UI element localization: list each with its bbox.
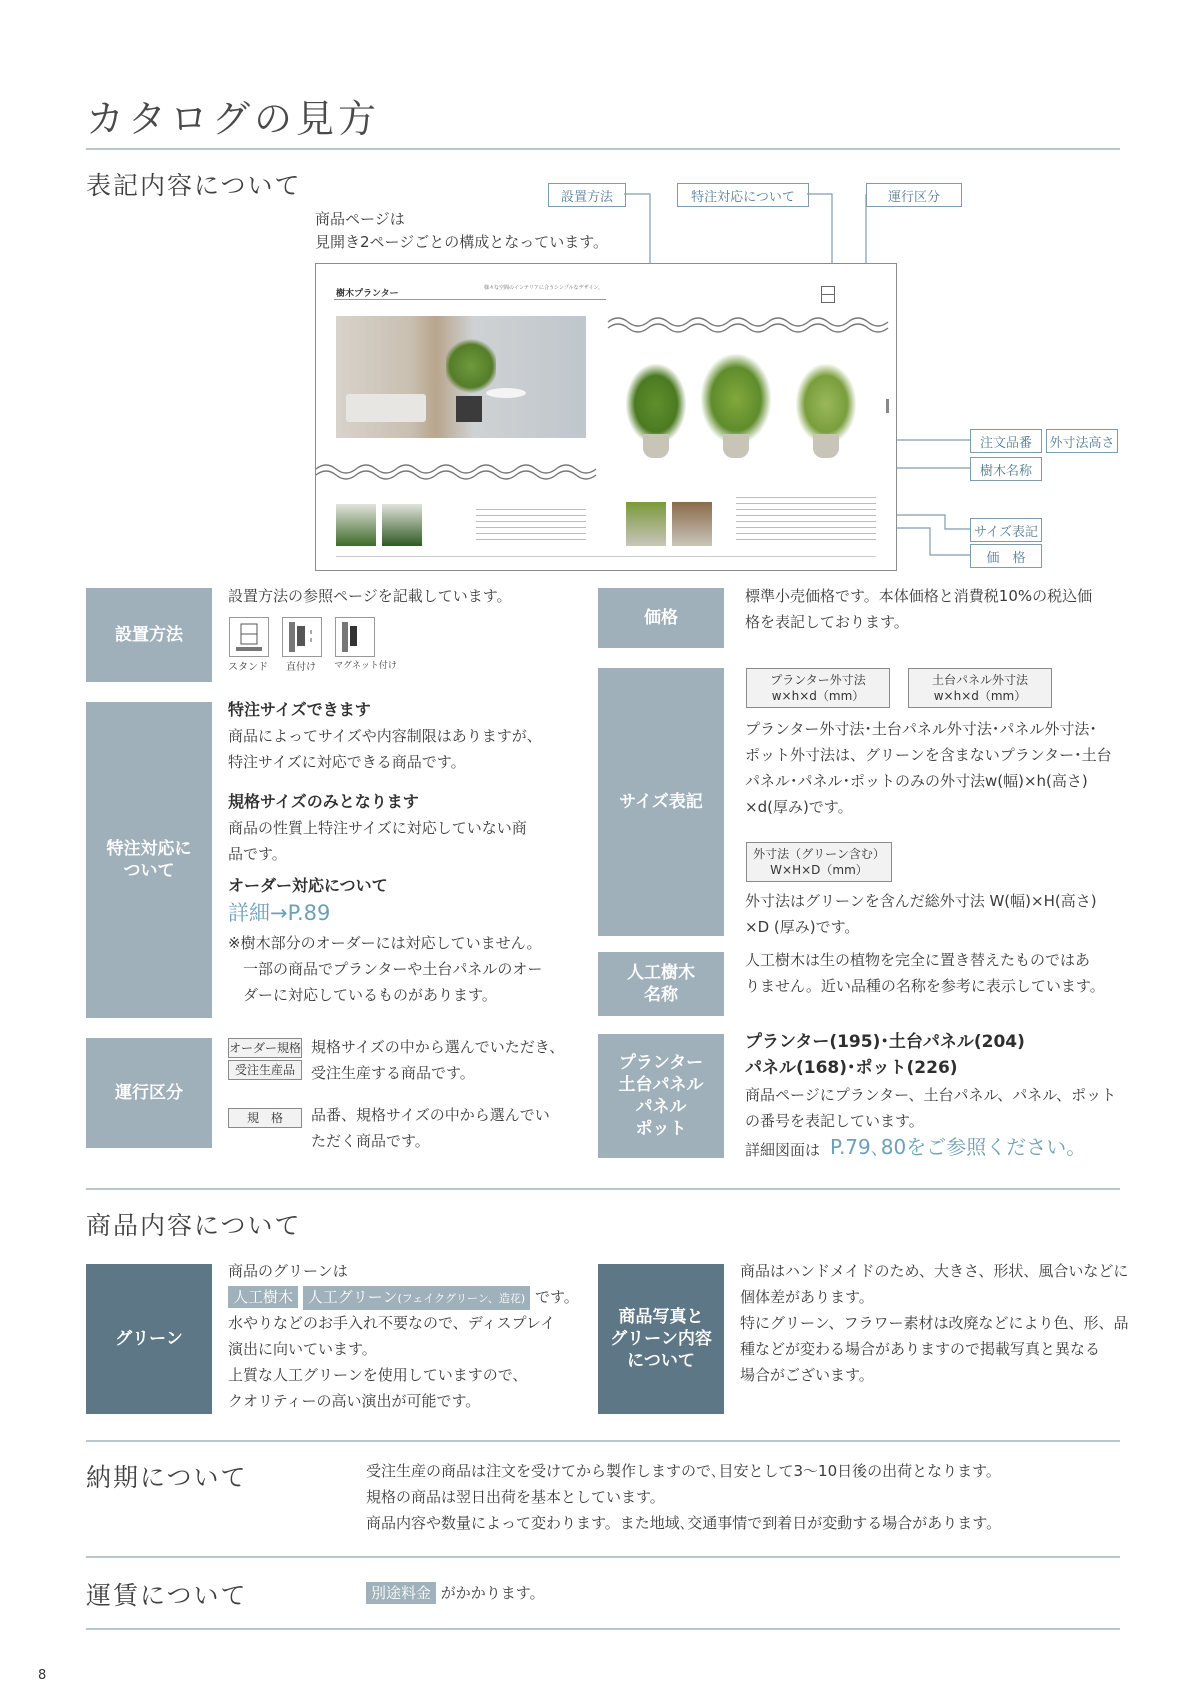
callout-outer-height: 外寸法高さ [1046,429,1118,453]
tag-standard: 規 格 [228,1108,302,1128]
install-desc: 設置方法の参照ページを記載しています。 [228,587,512,605]
spread-heading-text: 様々な空間のインテリアに合うシンプルなデザイン。 [484,285,603,291]
custom-heading-3: オーダー対応について [228,876,388,895]
green-highlight-row [228,1286,579,1310]
label-price: 価格 [598,588,724,648]
callout-custom: 特注対応について [677,183,809,207]
page-number: 8 [38,1668,47,1683]
callout-tree-name: 樹木名称 [970,457,1042,481]
callout-operation: 運行区分 [866,183,962,207]
tag-overall-dimensions: 外寸法（グリーン含む） W×H×D（mm） [746,842,892,882]
planter-text-1: 商品ページにプランター、土台パネル、パネル、ポット の番号を表記しています。 [745,1086,1117,1130]
photo-desc: 商品はハンドメイドのため、大きさ、形状、風合いなどに 個体差があります。 特にグリーン、フラワー素材は改廃などにより色、形、品 種などが変わる場合がありますので掲載写真と異なる 場合がございます。 [740,1262,1129,1384]
icon-caption-magnet: マグネット付け [334,661,397,671]
page-title: カタログの見方 [86,97,381,141]
green-text-3: 水やりなどのお手入れ不要なので、ディスプレイ 演出に向いています。 上質な人工グリーンを使用していますので、 クオリティーの高い演出が可能です。 [228,1314,556,1410]
custom-heading-2: 規格サイズのみとなります [228,792,419,811]
intro-text: 商品ページは 見開き2ページごとの構成となっています。 [315,210,609,251]
shipping-desc: がかかります。 [440,1584,545,1602]
price-desc: 標準小売価格です。本体価格と消費税10%の税込価 格を表記しております。 [745,587,1093,631]
label-size: サイズ表記 [598,668,724,936]
label-planter: プランター 土台パネル パネル ポット [598,1034,724,1158]
planter-detail-link[interactable]: P.79､80をご参照ください。 [830,1135,1087,1159]
callout-order-no: 注文品番 [970,429,1042,453]
green-text-1: 商品のグリーンは [228,1262,348,1280]
callout-install: 設置方法 [548,183,626,207]
tag-order-standard: オーダー規格 [228,1038,302,1058]
callout-size: サイズ表記 [970,518,1042,542]
highlight-artificial-tree: 人工樹木 [228,1286,298,1308]
stand-icon [229,617,269,657]
planter-heading-2: パネル(168)･ポット(226) [745,1058,958,1078]
icon-caption-stand: スタンド [228,662,268,673]
label-photo: 商品写真と グリーン内容 について [598,1264,724,1414]
tag-base-panel-dimensions: 土台パネル外寸法 w×h×d（mm） [908,668,1052,708]
custom-text-2: 商品の性質上特注サイズに対応していない商 品です。 [228,819,527,863]
highlight-artificial-green: 人工グリーン(フェイクグリーン、造花) [303,1286,530,1310]
operation-text-1: 規格サイズの中から選んでいただき、 受注生産する商品です。 [311,1038,565,1082]
label-tree-name: 人工樹木 名称 [598,952,724,1016]
section-divider-1 [86,1188,1120,1190]
label-green: グリーン [86,1264,212,1414]
tree-desc: 人工樹木は生の植物を完全に置き替えたものではあ りません。近い品種の名称を参考に表示しています。 [745,951,1105,995]
callout-price: 価 格 [970,544,1042,568]
section-product-title: 商品内容について [86,1211,302,1240]
section-divider-3 [86,1556,1120,1558]
tag-planter-dimensions: プランター外寸法 w×h×d（mm） [746,668,890,708]
planter-text-2: 詳細図面は [745,1141,821,1159]
tag-made-to-order: 受注生産品 [228,1060,302,1080]
section-divider-2 [86,1440,1120,1442]
tree-image-3 [796,364,856,444]
custom-text-1: 商品によってサイズや内容制限はありますが、 特注サイズに対応できる商品です。 [228,727,542,771]
icon-caption-wall: 直付け [286,662,316,673]
custom-detail-link[interactable]: 詳細→P.89 [228,901,331,925]
custom-note: ※樹木部分のオーダーには対応していません。 一部の商品でプランターや土台パネルのオー ダーに対応しているものがあります。 [228,934,543,1004]
highlight-extra-fee: 別途料金 [366,1582,436,1604]
section-shipping-title: 運賃について [86,1581,248,1610]
catalog-spread-preview [315,263,897,571]
label-custom: 特注対応に ついて [86,702,212,1018]
tree-image-2 [701,354,771,444]
section-divider-4 [86,1628,1120,1630]
size-text-1: プランター外寸法･土台パネル外寸法･パネル外寸法･ ポット外寸法は、グリーンを含まないプランター･土台 パネル･パネル･ポットのみの外寸法w(幅)×h(高さ) ×d(厚み)です。 [745,720,1112,816]
operation-text-2: 品番、規格サイズの中から選んでい ただく商品です。 [311,1106,550,1150]
size-text-2: 外寸法はグリーンを含んだ総外寸法 W(幅)×H(高さ) ×D (厚み)です。 [745,892,1097,936]
custom-heading-1: 特注サイズできます [228,700,371,719]
delivery-desc: 受注生産の商品は注文を受けてから製作しますので､目安として3〜10日後の出荷となります。 規格の商品は翌日出荷を基本としています。 商品内容や数量によって変わります。また地域､交通事情で到着日が変動する場合があります。 [366,1462,1002,1532]
section-delivery-title: 納期について [86,1463,248,1492]
green-text-2: です。 [535,1288,579,1306]
tree-image-1 [626,364,686,444]
wall-mount-icon [282,617,322,657]
magnet-icon [335,617,375,657]
label-install: 設置方法 [86,588,212,682]
label-operation: 運行区分 [86,1038,212,1148]
section-notation-title: 表記内容について [86,171,302,200]
spread-title: 樹木プランター [336,289,399,299]
shipping-row [366,1582,545,1604]
planter-heading-1: プランター(195)･土台パネル(204) [745,1032,1025,1052]
